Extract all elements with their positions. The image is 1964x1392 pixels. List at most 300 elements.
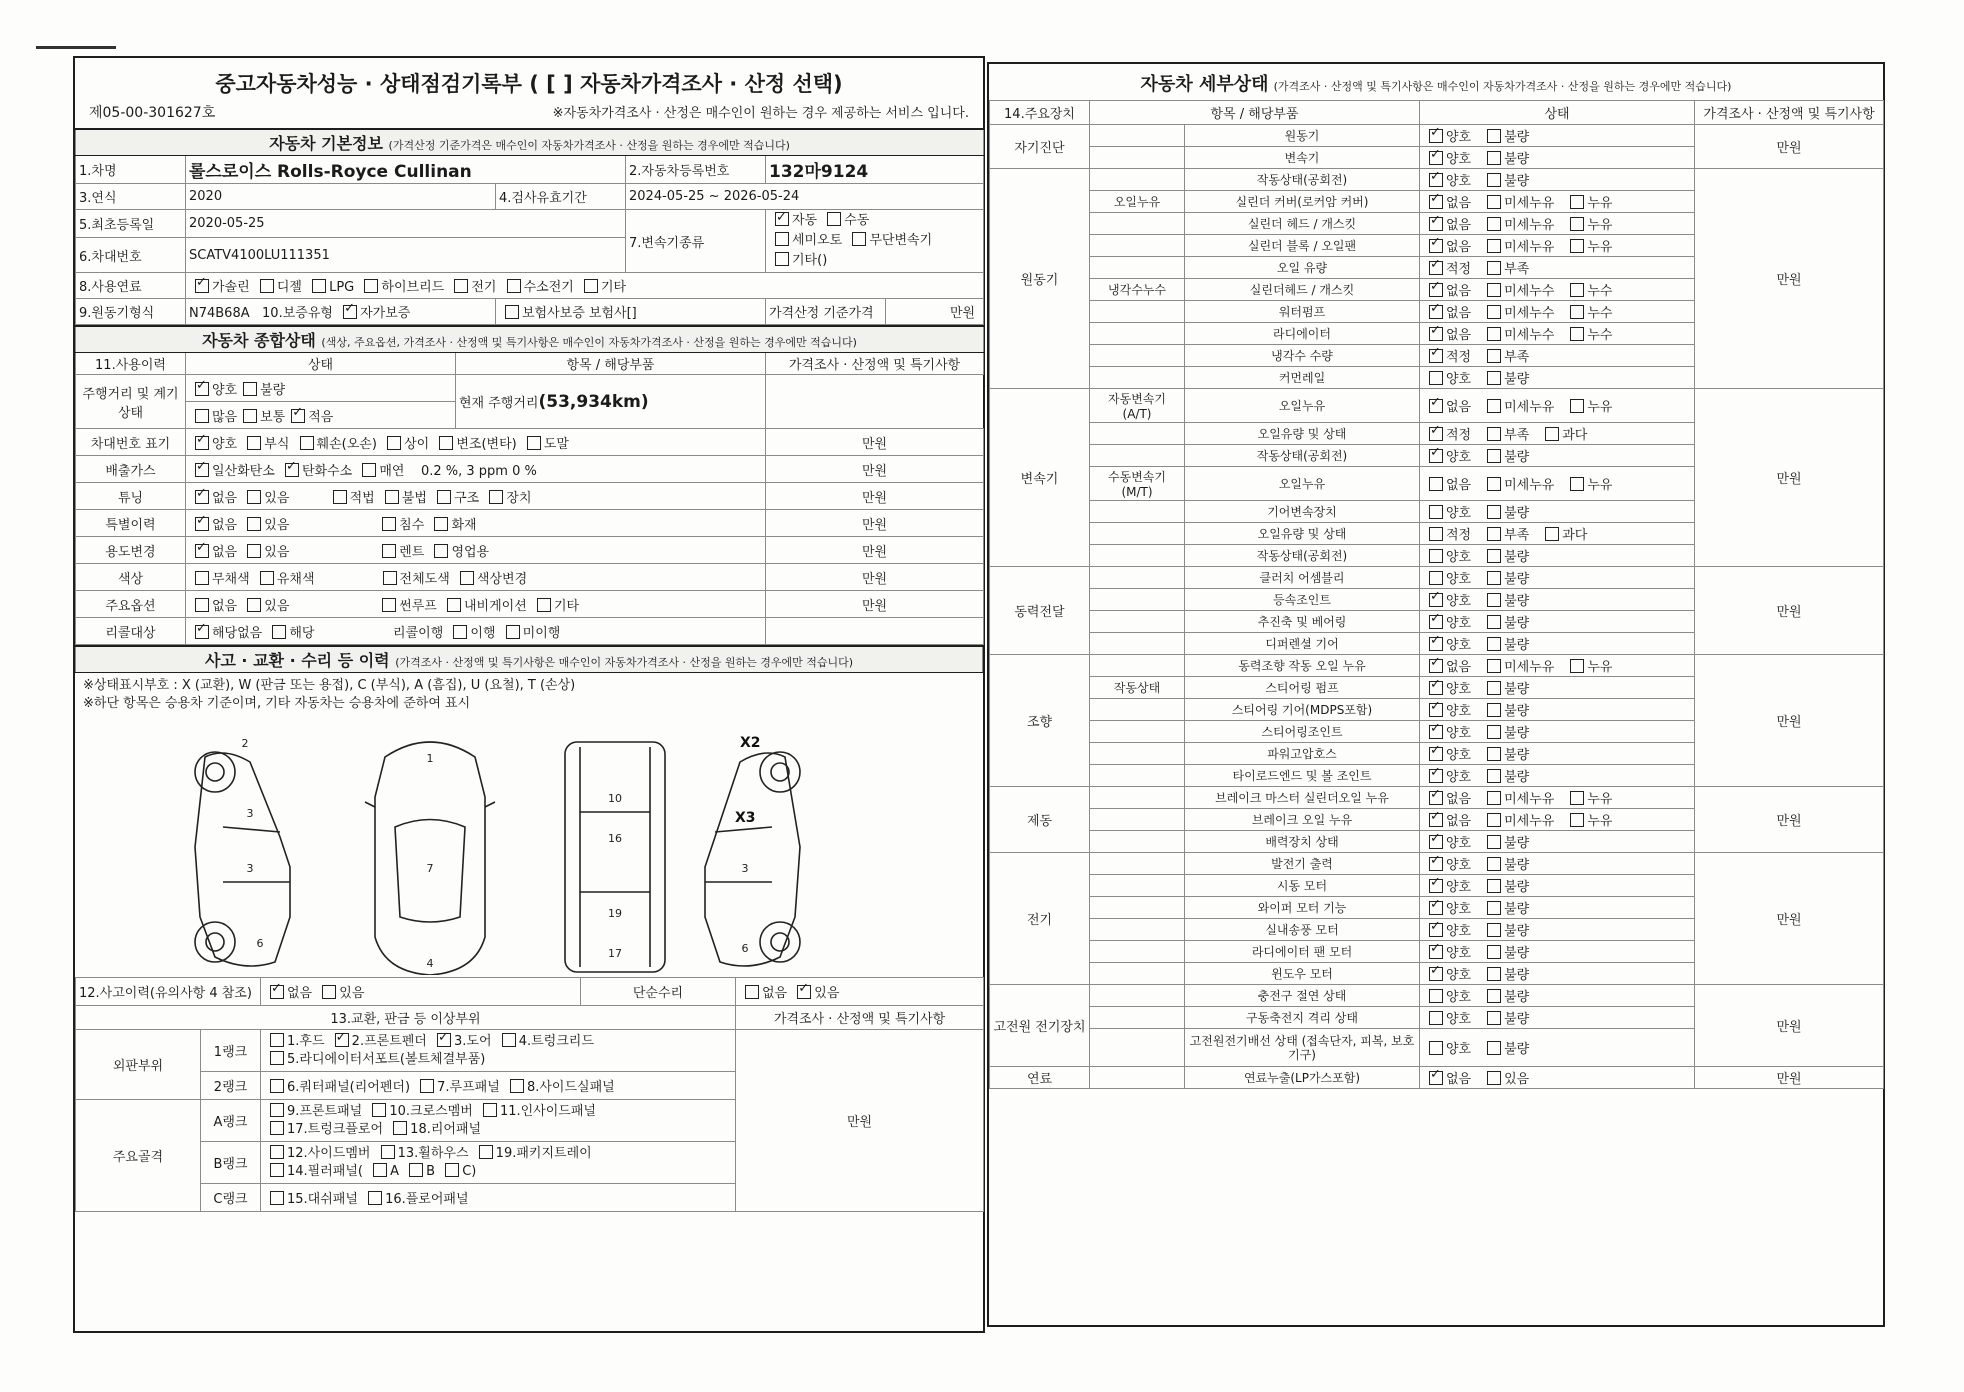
detail-status-options [1420,279,1695,301]
status-checkbox[interactable] [1429,449,1443,463]
detail-item-name: 오일유량 및 상태 [1185,523,1420,545]
detail-row [990,389,1884,423]
status-checkbox[interactable] [1487,681,1501,695]
color-achromatic-checkbox[interactable] [195,571,209,585]
detail-status-options [1420,235,1695,257]
tuning-none-checkbox[interactable] [195,490,209,504]
status-checkbox[interactable] [1570,791,1584,805]
vin-differ-checkbox[interactable] [387,436,401,450]
status-checkbox[interactable] [1570,477,1584,491]
col-price: 가격조사 · 산정액 및 특기사항 [766,353,984,375]
trunk-lid-checkbox[interactable] [502,1033,516,1047]
status-checkbox[interactable] [1429,527,1443,541]
vin-painted-checkbox[interactable] [527,436,541,450]
status-checkbox[interactable] [1429,1041,1443,1055]
rank2-parts: 6.쿼터패널(리어펜더) 7.루프패널 8.사이드실패널 [261,1072,736,1100]
pillar-a-checkbox[interactable] [373,1163,387,1177]
status-checkbox[interactable] [1429,399,1443,413]
detail-status-options [1420,389,1695,423]
use-change-yes-checkbox[interactable] [247,544,261,558]
detail-item-name: 커먼레일 [1185,367,1420,389]
status-option-label: 미세누수 [1504,284,1555,299]
color-change-checkbox[interactable] [460,571,474,585]
status-checkbox[interactable] [1487,239,1501,253]
status-checkbox[interactable] [1570,239,1584,253]
side-sill-checkbox[interactable] [510,1079,524,1093]
pillar-c-checkbox[interactable] [445,1163,459,1177]
sub-group-label [1090,985,1185,1007]
status-option-label: 불량 [1504,748,1530,763]
options-yes-checkbox[interactable] [247,598,261,612]
status-checkbox[interactable] [1570,195,1584,209]
recall-none-checkbox[interactable] [195,625,209,639]
repair-table [75,977,984,1212]
status-checkbox[interactable] [1429,305,1443,319]
detail-status-options [1420,765,1695,787]
status-checkbox[interactable] [1570,659,1584,673]
sunroof-checkbox[interactable] [382,598,396,612]
detail-item-name: 동력조향 작동 오일 누유 [1185,655,1420,677]
status-checkbox[interactable] [1487,283,1501,297]
overall-section: 자동차 종합상태 (색상, 주요옵션, 가격조사 · 산정액 및 특기사항은 매수인이 자동차가격조사 · 산정을 원하는 경우에만 적습니다) [76,326,984,353]
status-option-label: 누수 [1587,328,1613,343]
sub-group-label [1090,501,1185,523]
simple-repair-label: 단순수리 [581,978,736,1006]
status-checkbox[interactable] [1429,725,1443,739]
emission-values: 0.2 %, 3 ppm 0 % [420,463,537,479]
sub-group-label [1090,169,1185,191]
main-options: 없음 있음 썬루프 내비게이션 기타 [186,591,766,618]
status-checkbox[interactable] [1429,791,1443,805]
recall-notdone-checkbox[interactable] [506,625,520,639]
sub-group-label [1090,257,1185,279]
repair-yes-checkbox[interactable] [797,985,811,999]
status-checkbox[interactable] [1487,549,1501,563]
trunk-floor-checkbox[interactable] [270,1121,284,1135]
status-checkbox[interactable] [1487,505,1501,519]
recall-blank [766,618,984,645]
status-checkbox[interactable] [1570,305,1584,319]
status-option-label: 없음 [1446,792,1472,807]
detail-price-won: 만원 [1695,125,1884,169]
status-checkbox[interactable] [1429,747,1443,761]
status-checkbox[interactable] [1429,967,1443,981]
document-number: 제05-00-301627호 [89,105,216,121]
basic-info-table [75,128,984,325]
status-checkbox[interactable] [1487,967,1501,981]
trans-manual-checkbox[interactable] [827,212,841,226]
status-checkbox[interactable] [1570,283,1584,297]
detail-row [990,567,1884,589]
detail-item-name: 추진축 및 베어링 [1185,611,1420,633]
detail-item-name: 구동축전지 격리 상태 [1185,1007,1420,1029]
sub-group-label [1090,611,1185,633]
tuning-legal-checkbox[interactable] [333,490,347,504]
status-checkbox[interactable] [1545,427,1559,441]
special-flood-checkbox[interactable] [382,517,396,531]
status-checkbox[interactable] [1429,261,1443,275]
status-checkbox[interactable] [1487,747,1501,761]
trans-other-checkbox[interactable] [775,252,789,266]
price-base-label: 가격산정 기준가격 [766,299,886,325]
status-checkbox[interactable] [1487,791,1501,805]
part-17-frame: 17 [608,947,622,960]
status-option-label: 미세누유 [1504,400,1555,415]
status-checkbox[interactable] [1487,305,1501,319]
status-checkbox[interactable] [1487,857,1501,871]
status-option-label: 부족 [1504,428,1530,443]
fuel-other-checkbox[interactable] [584,279,598,293]
emission-hc-checkbox[interactable] [285,463,299,477]
trans-cvt-checkbox[interactable] [852,232,866,246]
status-checkbox[interactable] [1429,129,1443,143]
gauge-bad-checkbox[interactable] [243,382,257,396]
sub-group-label [1090,1029,1185,1067]
repair-none-checkbox[interactable] [745,985,759,999]
row-vin-marking: 차대번호 표기 [76,429,186,456]
tuning-yes-checkbox[interactable] [247,490,261,504]
warranty-self-checkbox[interactable] [343,305,357,319]
fuel-electric-checkbox[interactable] [454,279,468,293]
status-option-label: 양호 [1446,990,1472,1005]
status-checkbox[interactable] [1570,327,1584,341]
vin-damage-checkbox[interactable] [300,436,314,450]
accident-none-checkbox[interactable] [270,985,284,999]
color-options: 무채색 유채색 전체도색 색상변경 [186,564,766,591]
trans-auto-checkbox[interactable] [775,212,789,226]
car-name-value: 롤스로이스 Rolls-Royce Cullinan [186,156,626,184]
status-checkbox[interactable] [1429,857,1443,871]
navigation-checkbox[interactable] [447,598,461,612]
status-option-label: 누유 [1587,240,1613,255]
status-checkbox[interactable] [1429,239,1443,253]
status-option-label: 양호 [1446,880,1472,895]
cross-member-checkbox[interactable] [372,1103,386,1117]
sub-group-label [1090,699,1185,721]
tuning-won: 만원 [766,483,984,510]
status-checkbox[interactable] [1487,129,1501,143]
sub-group-label [1090,809,1185,831]
status-option-label: 불량 [1504,1012,1530,1027]
status-checkbox[interactable] [1570,813,1584,827]
floor-panel-checkbox[interactable] [368,1191,382,1205]
wheel-house-checkbox[interactable] [381,1145,395,1159]
status-checkbox[interactable] [1429,477,1443,491]
recall-done-checkbox[interactable] [453,625,467,639]
sub-group-label [1090,743,1185,765]
status-checkbox[interactable] [1429,371,1443,385]
status-checkbox[interactable] [1487,615,1501,629]
sub-group-label [1090,633,1185,655]
status-checkbox[interactable] [1487,195,1501,209]
recall-yes-checkbox[interactable] [272,625,286,639]
detail-table [989,100,1884,1089]
status-checkbox[interactable] [1570,399,1584,413]
detail-item-name: 브레이크 오일 누유 [1185,809,1420,831]
status-option-label: 불량 [1504,174,1530,189]
use-change-none-checkbox[interactable] [195,544,209,558]
status-checkbox[interactable] [1487,923,1501,937]
status-checkbox[interactable] [1429,769,1443,783]
status-checkbox[interactable] [1487,327,1501,341]
status-checkbox[interactable] [1429,989,1443,1003]
detail-item-name: 연료누출(LP가스포함) [1185,1067,1420,1089]
engine-type-and-warranty: N74B68A 10.보증유형 ✓ 자가보증 [186,299,496,325]
status-checkbox[interactable] [1429,549,1443,563]
status-option-label: 없음 [1446,284,1472,299]
options-none-checkbox[interactable] [195,598,209,612]
status-option-label: 불량 [1504,1042,1530,1057]
sub-group-label: 오일누유 [1090,191,1185,213]
status-checkbox[interactable] [1429,217,1443,231]
status-checkbox[interactable] [1545,527,1559,541]
status-checkbox[interactable] [1487,1071,1501,1085]
car-frame-view [565,742,665,972]
warranty-insurer-checkbox[interactable] [505,305,519,319]
status-checkbox[interactable] [1429,879,1443,893]
row-emission: 배출가스 [76,456,186,483]
detail-status-options [1420,963,1695,985]
gauge-good-checkbox[interactable] [195,382,209,396]
status-checkbox[interactable] [1487,637,1501,651]
detail-item-name: 스티어링조인트 [1185,721,1420,743]
car-right-side [705,752,800,966]
status-checkbox[interactable] [1429,1011,1443,1025]
detail-item-name: 냉각수 수량 [1185,345,1420,367]
status-option-label: 없음 [1446,1072,1472,1087]
status-checkbox[interactable] [1429,637,1443,651]
use-change-options: ✓ 없음 있음 렌트 영업용 [186,537,766,564]
recall-options: ✓ 해당없음 해당 리콜이행 이행 미이행 [186,618,766,645]
mileage-many-checkbox[interactable] [195,409,209,423]
rear-panel-checkbox[interactable] [393,1121,407,1135]
status-checkbox[interactable] [1487,173,1501,187]
detail-price-won: 만원 [1695,1067,1884,1089]
status-checkbox[interactable] [1429,813,1443,827]
row-mileage-label: 주행거리 및 계기상태 [76,375,186,429]
status-checkbox[interactable] [1429,659,1443,673]
special-yes-checkbox[interactable] [247,517,261,531]
detail-col-item: 항목 / 해당부품 [1090,101,1420,125]
status-checkbox[interactable] [1570,217,1584,231]
fuel-hydrogen-checkbox[interactable] [507,279,521,293]
status-checkbox[interactable] [1487,835,1501,849]
status-option-label: 없음 [1446,196,1472,211]
special-none-checkbox[interactable] [195,517,209,531]
status-checkbox[interactable] [1487,593,1501,607]
status-checkbox[interactable] [1429,327,1443,341]
mark-x3: X3 [735,810,756,826]
status-checkbox[interactable] [1487,659,1501,673]
status-checkbox[interactable] [1429,615,1443,629]
roof-panel-checkbox[interactable] [420,1079,434,1093]
status-checkbox[interactable] [1429,571,1443,585]
status-checkbox[interactable] [1487,449,1501,463]
detail-status-options [1420,677,1695,699]
use-rent-checkbox[interactable] [382,544,396,558]
side-member-checkbox[interactable] [270,1145,284,1159]
status-checkbox[interactable] [1487,1011,1501,1025]
part-19-frame: 19 [608,907,622,920]
accident-history-label: 12.사고이력(유의사항 4 참조) [76,978,261,1006]
mileage-low-checkbox[interactable] [291,409,305,423]
rankB-parts: 12.사이드멤버 13.휠하우스 19.패키지트레이 14.필러패널( A B C) [261,1142,736,1184]
status-checkbox[interactable] [1487,151,1501,165]
rankC-parts: 15.대쉬패널 16.플로어패널 [261,1184,736,1212]
status-option-label: 불량 [1504,924,1530,939]
vin-good-checkbox[interactable] [195,436,209,450]
status-checkbox[interactable] [1487,527,1501,541]
detail-status-options [1420,941,1695,963]
status-checkbox[interactable] [1429,923,1443,937]
status-checkbox[interactable] [1429,835,1443,849]
detail-item-name: 오일 유량 [1185,257,1420,279]
emission-co-checkbox[interactable] [195,463,209,477]
status-checkbox[interactable] [1487,945,1501,959]
use-change-won: 만원 [766,537,984,564]
status-option-label: 없음 [1446,660,1472,675]
options-other-checkbox[interactable] [537,598,551,612]
special-fire-checkbox[interactable] [434,517,448,531]
status-checkbox[interactable] [1487,371,1501,385]
detail-status-options [1420,611,1695,633]
detail-price-won: 만원 [1695,787,1884,853]
status-option-label: 부족 [1504,350,1530,365]
detail-status-options [1420,1067,1695,1089]
repair-price-header: 가격조사 · 산정액 및 특기사항 [736,1006,984,1030]
fuel-lpg-checkbox[interactable] [312,279,326,293]
pillar-panel-checkbox[interactable] [270,1163,284,1177]
status-option-label: 양호 [1446,704,1472,719]
sub-group-label [1090,831,1185,853]
pillar-b-checkbox[interactable] [409,1163,423,1177]
sub-group-label [1090,125,1185,147]
device-group-label: 조향 [990,655,1090,787]
detail-item-name: 라디에이터 팬 모터 [1185,941,1420,963]
status-checkbox[interactable] [1429,349,1443,363]
detail-status-options [1420,655,1695,677]
detail-status-options [1420,147,1695,169]
detail-item-name: 원동기 [1185,125,1420,147]
detail-status-options [1420,721,1695,743]
fuel-hybrid-checkbox[interactable] [364,279,378,293]
color-won: 만원 [766,564,984,591]
vin-corrosion-checkbox[interactable] [247,436,261,450]
status-checkbox[interactable] [1429,901,1443,915]
status-checkbox[interactable] [1487,703,1501,717]
status-checkbox[interactable] [1429,427,1443,441]
row-use-change: 용도변경 [76,537,186,564]
accident-yes-checkbox[interactable] [322,985,336,999]
row-recall: 리콜대상 [76,618,186,645]
accident-table [75,645,983,673]
col-item: 항목 / 해당부품 [456,353,766,375]
dash-panel-checkbox[interactable] [270,1191,284,1205]
status-checkbox[interactable] [1487,769,1501,783]
detail-price-won: 만원 [1695,389,1884,567]
inspection-period: 2024-05-25 ~ 2026-05-24 [626,184,984,210]
status-checkbox[interactable] [1429,593,1443,607]
status-checkbox[interactable] [1429,283,1443,297]
status-checkbox[interactable] [1487,399,1501,413]
status-checkbox[interactable] [1487,725,1501,739]
sub-group-label [1090,523,1185,545]
status-checkbox[interactable] [1429,1071,1443,1085]
door-checkbox[interactable] [437,1033,451,1047]
status-checkbox[interactable] [1487,813,1501,827]
vin-tamper-checkbox[interactable] [439,436,453,450]
status-checkbox[interactable] [1487,427,1501,441]
status-option-label: 불량 [1504,968,1530,983]
part-16-frame: 16 [608,832,622,845]
vin-value: SCATV4100LU111351 [186,238,626,273]
sub-group-label [1090,765,1185,787]
status-checkbox[interactable] [1487,217,1501,231]
detail-item-name: 오일누유 [1185,467,1420,501]
status-checkbox[interactable] [1429,703,1443,717]
status-checkbox[interactable] [1487,477,1501,491]
tuning-device-checkbox[interactable] [489,490,503,504]
status-option-label: 양호 [1446,968,1472,983]
status-option-label: 없음 [1446,218,1472,233]
status-option-label: 누수 [1587,306,1613,321]
radiator-support-checkbox[interactable] [270,1051,284,1065]
status-checkbox[interactable] [1487,989,1501,1003]
quarter-panel-checkbox[interactable] [270,1079,284,1093]
status-checkbox[interactable] [1487,349,1501,363]
status-checkbox[interactable] [1429,681,1443,695]
status-checkbox[interactable] [1487,261,1501,275]
detail-row [990,655,1884,677]
fuel-diesel-checkbox[interactable] [260,279,274,293]
status-checkbox[interactable] [1487,571,1501,585]
detail-item-name: 오일유량 및 상태 [1185,423,1420,445]
status-option-label: 미세누유 [1504,660,1555,675]
status-checkbox[interactable] [1429,195,1443,209]
status-checkbox[interactable] [1429,173,1443,187]
front-panel-checkbox[interactable] [270,1103,284,1117]
status-checkbox[interactable] [1487,1041,1501,1055]
status-checkbox[interactable] [1429,151,1443,165]
emission-smoke-checkbox[interactable] [362,463,376,477]
mileage-normal-checkbox[interactable] [243,409,257,423]
status-checkbox[interactable] [1487,901,1501,915]
use-business-checkbox[interactable] [434,544,448,558]
color-full-paint-checkbox[interactable] [383,571,397,585]
trans-semi-checkbox[interactable] [775,232,789,246]
status-option-label: 부족 [1504,528,1530,543]
package-tray-checkbox[interactable] [479,1145,493,1159]
status-checkbox[interactable] [1429,945,1443,959]
tuning-structure-checkbox[interactable] [437,490,451,504]
abnormal-parts-header: 13.교환, 판금 등 이상부위 [76,1006,736,1030]
status-option-label: 미세누유 [1504,792,1555,807]
fuel-gasoline-checkbox[interactable] [195,279,209,293]
hood-checkbox[interactable] [270,1033,284,1047]
status-checkbox[interactable] [1429,505,1443,519]
detail-item-name: 작동상태(공회전) [1185,445,1420,467]
tuning-illegal-checkbox[interactable] [385,490,399,504]
front-fender-checkbox[interactable] [335,1033,349,1047]
detail-status-options [1420,985,1695,1007]
detail-item-name: 실린더 커버(로커암 커버) [1185,191,1420,213]
color-chromatic-checkbox[interactable] [260,571,274,585]
simple-repair-options: 없음 ✓ 있음 [736,978,984,1006]
options-won: 만원 [766,591,984,618]
inside-panel-checkbox[interactable] [483,1103,497,1117]
status-checkbox[interactable] [1487,879,1501,893]
sub-group-label [1090,423,1185,445]
